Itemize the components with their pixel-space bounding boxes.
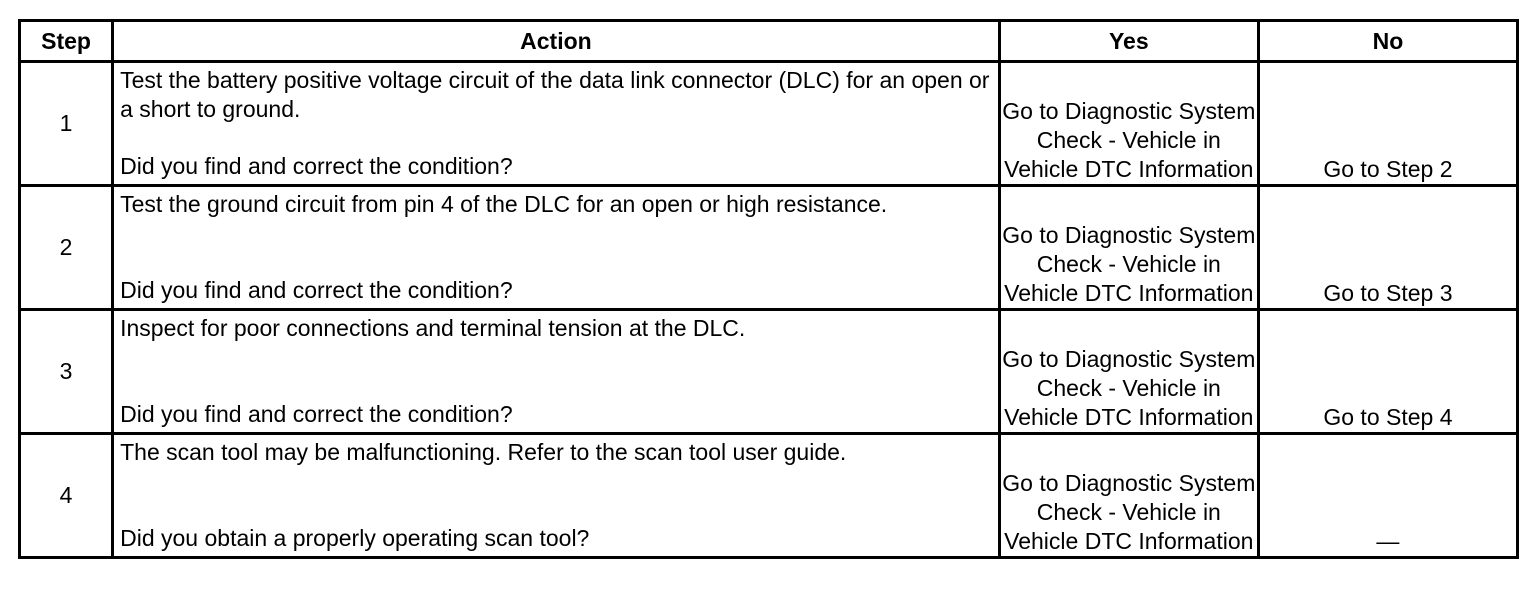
action-question: Did you find and correct the condition? <box>120 153 513 179</box>
action-cell <box>113 62 1000 186</box>
yes-result: Go to Diagnostic System Check - Vehicle in Vehicle DTC Information <box>999 310 1258 434</box>
action-cell <box>113 310 1000 434</box>
diagnostic-table <box>18 19 1519 559</box>
action-text: Inspect for poor connections and terminal tension at the DLC. <box>120 315 746 341</box>
step-number: 2 <box>20 186 113 310</box>
table-row <box>20 434 1518 558</box>
action-text: The scan tool may be malfunctioning. Refer to the scan tool user guide. <box>120 439 847 465</box>
action-question: Did you find and correct the condition? <box>120 277 513 303</box>
step-number: 3 <box>20 310 113 434</box>
table-header-row <box>20 21 1518 62</box>
table-row <box>20 186 1518 310</box>
no-result: — <box>1258 434 1517 558</box>
header-no: No <box>1258 21 1517 62</box>
action-text: Test the battery positive voltage circuit of the data link connector (DLC) for an open or a short to ground. <box>120 67 990 122</box>
yes-result: Go to Diagnostic System Check - Vehicle in Vehicle DTC Information <box>999 62 1258 186</box>
step-number: 1 <box>20 62 113 186</box>
no-result: Go to Step 3 <box>1258 186 1517 310</box>
header-yes: Yes <box>999 21 1258 62</box>
yes-result: Go to Diagnostic System Check - Vehicle in Vehicle DTC Information <box>999 434 1258 558</box>
header-action: Action <box>113 21 1000 62</box>
step-number: 4 <box>20 434 113 558</box>
action-text: Test the ground circuit from pin 4 of the DLC for an open or high resistance. <box>120 191 888 217</box>
action-question: Did you find and correct the condition? <box>120 401 513 427</box>
action-cell <box>113 186 1000 310</box>
action-cell <box>113 434 1000 558</box>
no-result: Go to Step 2 <box>1258 62 1517 186</box>
table-row <box>20 62 1518 186</box>
yes-result: Go to Diagnostic System Check - Vehicle in Vehicle DTC Information <box>999 186 1258 310</box>
action-question: Did you obtain a properly operating scan tool? <box>120 525 590 551</box>
no-result: Go to Step 4 <box>1258 310 1517 434</box>
header-step: Step <box>20 21 113 62</box>
table-row <box>20 310 1518 434</box>
